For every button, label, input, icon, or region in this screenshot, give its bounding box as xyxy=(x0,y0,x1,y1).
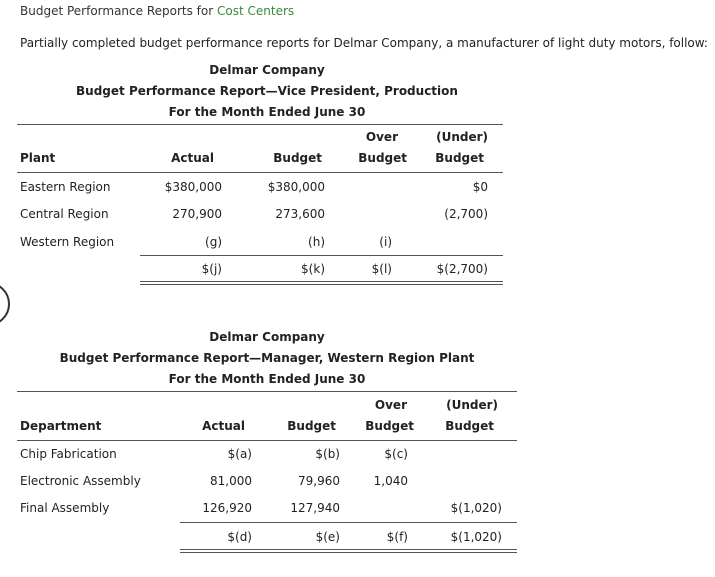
over-cell: 1,040 xyxy=(373,474,408,488)
actual-cell: (g) xyxy=(205,235,222,249)
total-actual: $(d) xyxy=(227,530,252,544)
row-label: Final Assembly xyxy=(20,501,110,515)
row-label: Eastern Region xyxy=(20,180,111,194)
report2-budget-header: Budget xyxy=(287,419,336,433)
total-budget: $(k) xyxy=(301,262,325,276)
total-under: $(1,020) xyxy=(450,530,502,544)
row-label: Central Region xyxy=(20,207,109,221)
report1-under-header-2: Budget xyxy=(435,151,484,165)
total-over: $(f) xyxy=(386,530,408,544)
report1-top-rule xyxy=(17,124,503,125)
report2-company: Delmar Company xyxy=(209,330,325,344)
report2-double-rule-bottom xyxy=(180,552,517,553)
under-cell: $(1,020) xyxy=(450,501,502,515)
total-actual: $(j) xyxy=(201,262,222,276)
report2-title: Budget Performance Report—Manager, Western Region Plant xyxy=(59,351,475,365)
page-title xyxy=(20,4,294,18)
report1-header-rule xyxy=(17,172,503,173)
report1-period: For the Month Ended June 30 xyxy=(168,105,366,119)
report2-department-header: Department xyxy=(20,419,102,433)
report1-under-header-1: (Under) xyxy=(436,130,488,144)
total-under: $(2,700) xyxy=(436,262,488,276)
under-cell: (2,700) xyxy=(444,207,488,221)
over-cell: $(c) xyxy=(384,447,408,461)
actual-cell: $380,000 xyxy=(164,180,222,194)
budget-cell: $380,000 xyxy=(267,180,325,194)
report1-over-header-1: Over xyxy=(365,130,398,144)
actual-cell: 126,920 xyxy=(202,501,252,515)
budget-cell: 127,940 xyxy=(290,501,340,515)
budget-cell: (h) xyxy=(308,235,325,249)
partial-circle-decoration xyxy=(0,282,10,326)
actual-cell: 81,000 xyxy=(210,474,252,488)
row-label: Western Region xyxy=(20,235,115,249)
report2-header-rule xyxy=(17,440,517,441)
report1-over-header-2: Budget xyxy=(358,151,407,165)
report2-period: For the Month Ended June 30 xyxy=(168,372,366,386)
budget-cell: $(b) xyxy=(315,447,340,461)
row-label: Electronic Assembly xyxy=(20,474,141,488)
report1-double-rule-top xyxy=(140,281,503,282)
report1-subtotal-rule xyxy=(140,255,503,256)
budget-cell: 79,960 xyxy=(298,474,340,488)
page-title-prefix: Budget Performance Reports for xyxy=(20,4,214,18)
report2-over-header-1: Over xyxy=(374,398,407,412)
report1-title: Budget Performance Report—Vice President, Production xyxy=(76,84,458,98)
actual-cell: 270,900 xyxy=(172,207,222,221)
actual-cell: $(a) xyxy=(227,447,252,461)
row-label: Chip Fabrication xyxy=(20,447,117,461)
total-over: $(l) xyxy=(371,262,392,276)
report2-over-header-2: Budget xyxy=(365,419,414,433)
report1-budget-header: Budget xyxy=(273,151,322,165)
report2-subtotal-rule xyxy=(180,522,517,523)
report2-double-rule-top xyxy=(180,549,517,550)
report2-under-header-1: (Under) xyxy=(446,398,498,412)
cost-centers-link[interactable]: Cost Centers xyxy=(217,4,295,18)
report2-actual-header: Actual xyxy=(202,419,245,433)
report2-top-rule xyxy=(17,391,517,392)
budget-cell: 273,600 xyxy=(275,207,325,221)
under-cell: $0 xyxy=(472,180,488,194)
report1-company: Delmar Company xyxy=(209,63,325,77)
report1-actual-header: Actual xyxy=(171,151,214,165)
over-cell: (i) xyxy=(379,235,392,249)
intro-text: Partially completed budget performance reports for Delmar Company, a manufacturer of light duty motors, follow: xyxy=(20,36,708,50)
report1-plant-header: Plant xyxy=(20,151,56,165)
total-budget: $(e) xyxy=(315,530,340,544)
report1-double-rule-bottom xyxy=(140,284,503,285)
report2-under-header-2: Budget xyxy=(445,419,494,433)
